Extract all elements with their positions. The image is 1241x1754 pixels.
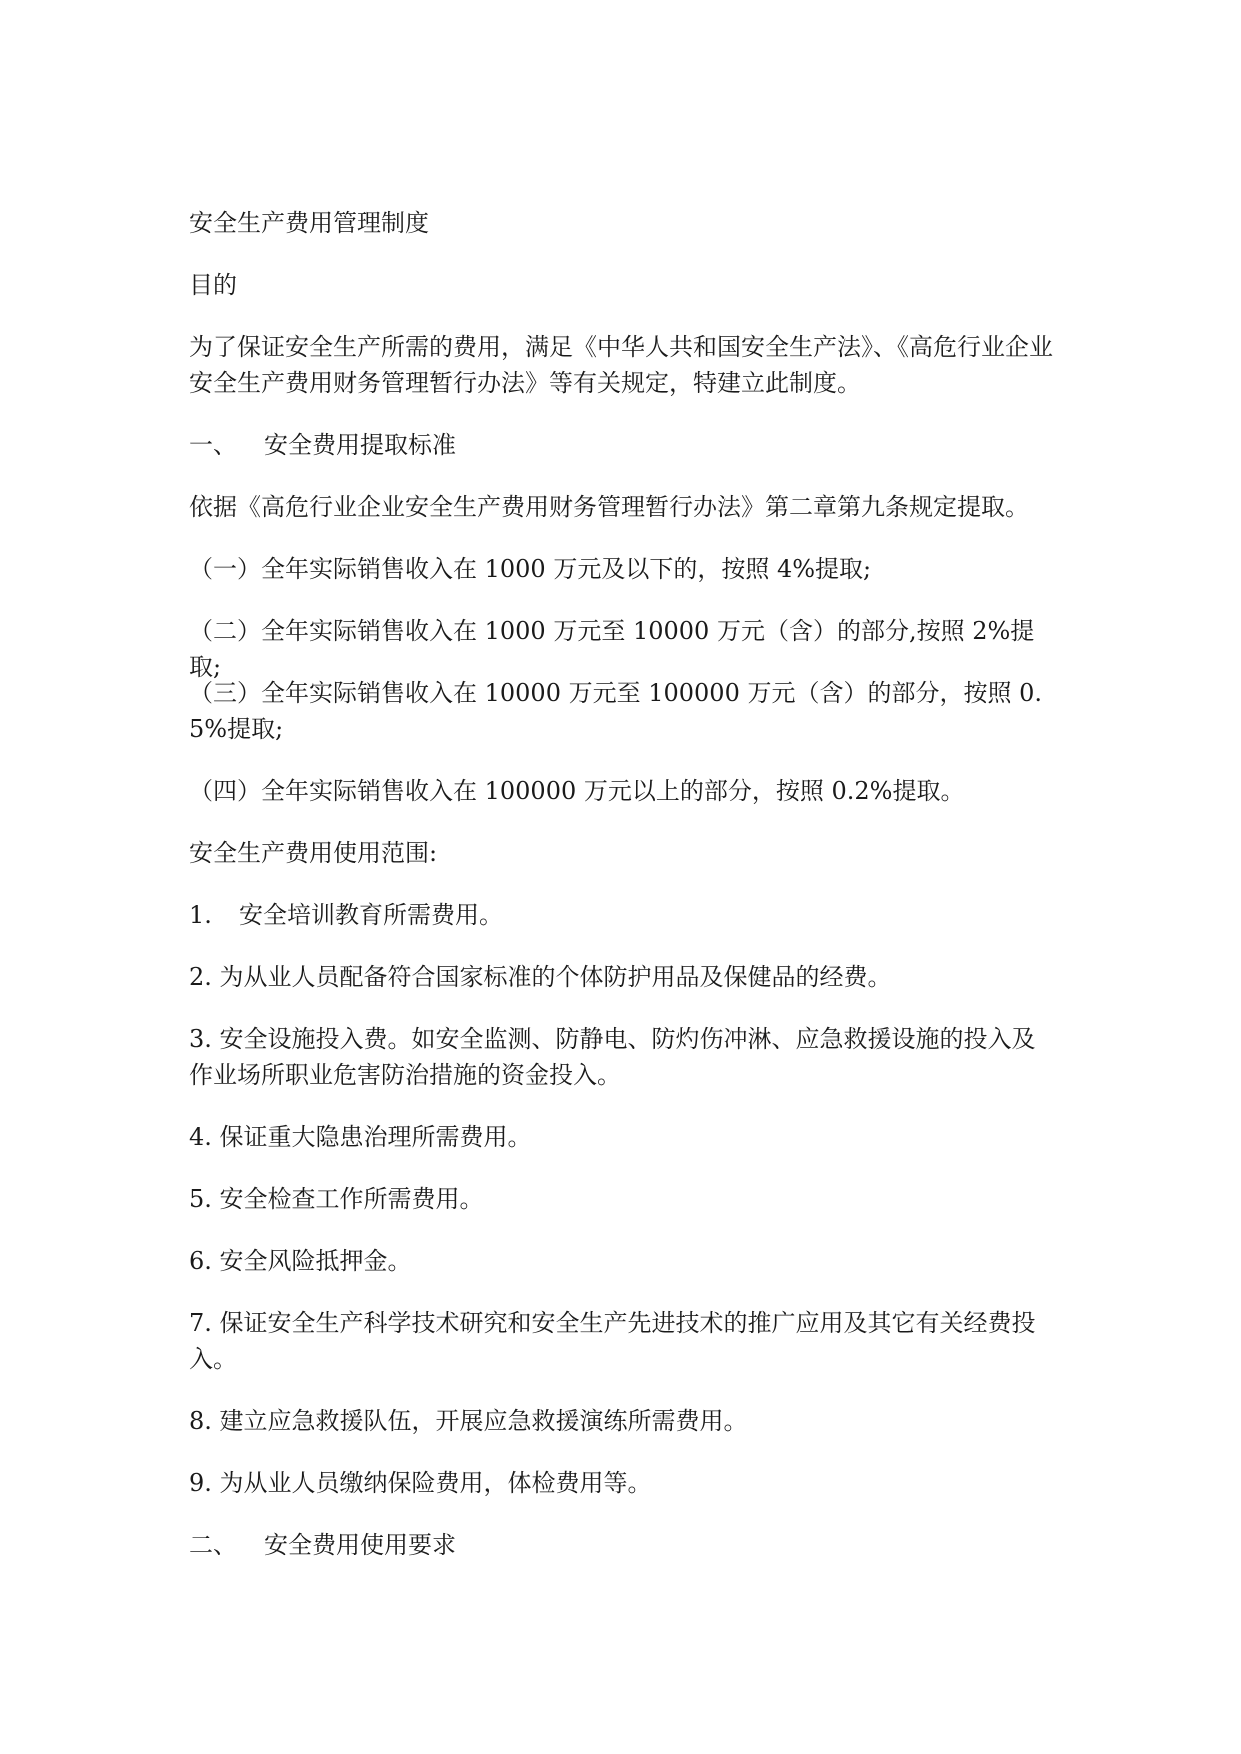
purpose-paragraph: 为了保证安全生产所需的费用，满足《中华人共和国安全生产法》、《高危行业企业安全生产费用财务管理暂行办法》等有关规定，特建立此制度。 [189,333,1053,397]
section-title: 安全费用提取标准 [264,431,456,459]
rule-item: （一）全年实际销售收入在 1000 万元及以下的，按照 4%提取; [189,555,872,583]
scope-item: 2. 为从业人员配备符合国家标准的个体防护用品及保健品的经费。 [189,963,892,991]
scope-item: 8. 建立应急救援队伍，开展应急救援演练所需费用。 [189,1407,748,1435]
scope-item [189,897,1059,933]
scope-item: 5. 安全检查工作所需费用。 [189,1185,484,1213]
scope-item: 6. 安全风险抵押金。 [189,1247,412,1275]
scope-heading: 安全生产费用使用范围: [189,839,438,867]
document-title: 安全生产费用管理制度 [189,209,429,237]
scope-item-text: 安全培训教育所需费用。 [239,901,503,929]
scope-item: 7. 保证安全生产科学技术研究和安全生产先进技术的推广应用及其它有关经费投入。 [189,1309,1036,1373]
rule-item: （二）全年实际销售收入在 1000 万元至 10000 万元（含）的部分,按照 2%提取; [189,617,1035,681]
rule-item: （四）全年实际销售收入在 100000 万元以上的部分，按照 0.2%提取。 [189,777,965,805]
scope-item: 9. 为从业人员缴纳保险费用，体检费用等。 [189,1469,652,1497]
document-body [189,205,1059,1589]
section-number: 二、 [189,1531,237,1559]
section-title: 安全费用使用要求 [264,1531,456,1559]
scope-item: 3. 安全设施投入费。如安全监测、防静电、防灼伤冲淋、应急救援设施的投入及作业场所职业危害防治措施的资金投入。 [189,1025,1036,1089]
section-heading-1 [189,427,1059,463]
section-heading-2 [189,1527,1059,1563]
section-number: 一、 [189,431,237,459]
rule-item: （三）全年实际销售收入在 10000 万元至 100000 万元（含）的部分，按照 0.5%提取; [189,679,1043,743]
scope-item: 4. 保证重大隐患治理所需费用。 [189,1123,532,1151]
scope-item-number: 1. [189,901,212,929]
basis-paragraph: 依据《高危行业企业安全生产费用财务管理暂行办法》第二章第九条规定提取。 [189,493,1029,521]
purpose-heading: 目的 [189,271,237,299]
